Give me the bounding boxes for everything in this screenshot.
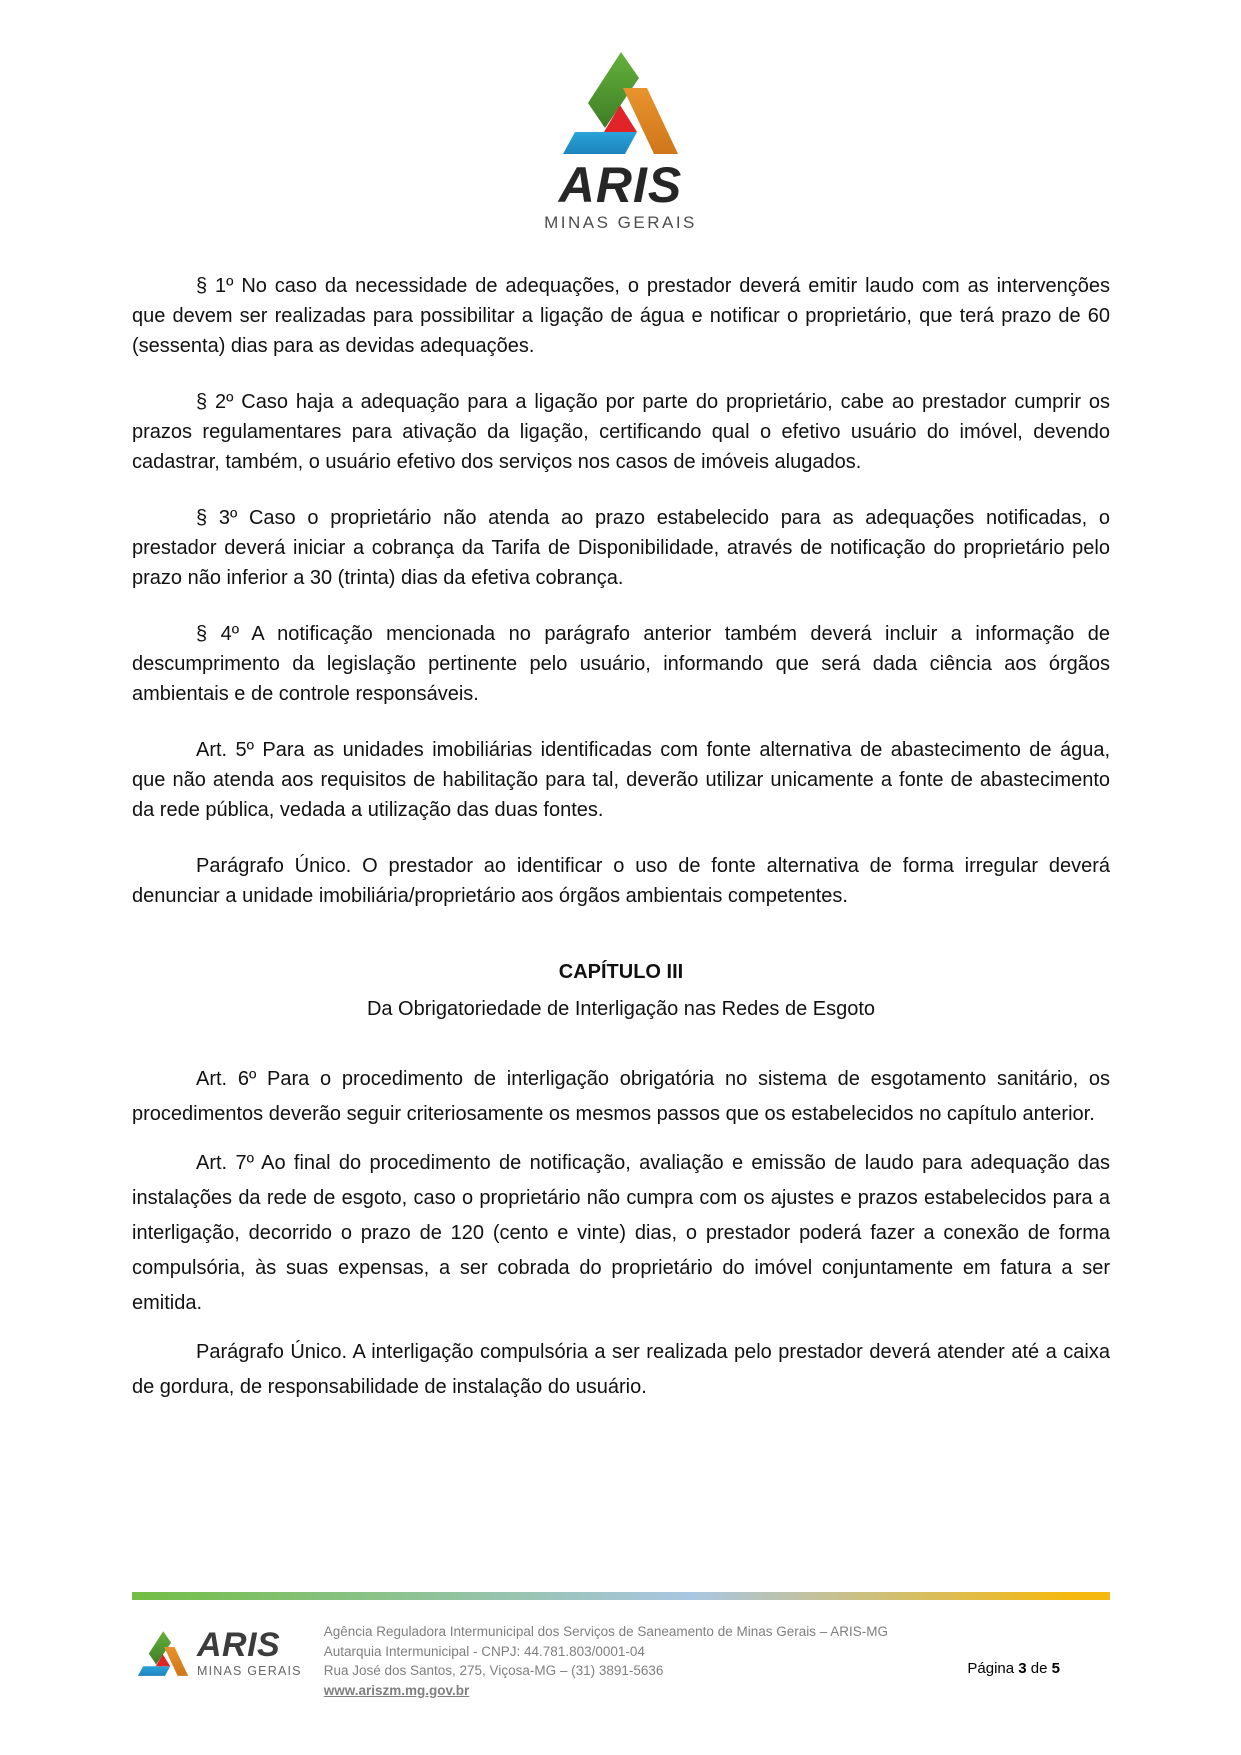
paragraph-2: § 2º Caso haja a adequação para a ligação por parte do proprietário, cabe ao prestador cumprir os prazos regulamentares para ativação da ligação, certificando qual o efetivo usuário do imóvel, devendo cadastrar, também, o usuário efetivo dos serviços nos casos de imóveis alugados. (132, 390, 1110, 473)
paragraph-3: § 3º Caso o proprietário não atenda ao prazo estabelecido para as adequações notificadas, o prestador deverá iniciar a cobrança da Tarifa de Disponibilidade, através de notificação do proprietário pelo prazo não inferior a 30 (trinta) dias da efetiva cobrança. (132, 506, 1110, 589)
logo-subtitle-text: MINAS GERAIS (544, 213, 697, 232)
page-label: Página (967, 1660, 1015, 1677)
document-body (132, 271, 1110, 1405)
footer-website-link[interactable]: www.ariszm.mg.gov.br (323, 1682, 470, 1698)
footer-cnpj-line: Autarquia Intermunicipal - CNPJ: 44.781.803/0001-04 (323, 1643, 645, 1659)
paragraph-9: Parágrafo Único. A interligação compulsória a ser realizada pelo prestador deverá atender até a caixa de gordura, de responsabilidade de instalação do usuário. (132, 1340, 1110, 1398)
footer (137, 1622, 1110, 1700)
paragraph-6: Parágrafo Único. O prestador ao identificar o uso de fonte alternativa de forma irregular deverá denunciar a unidade imobiliária/proprietário aos órgãos ambientais competentes. (132, 854, 1110, 907)
aris-logo-icon (561, 52, 680, 156)
footer-brand-subtitle: MINAS GERAIS (197, 1663, 302, 1678)
footer-logo (137, 1626, 302, 1678)
chapter-subtitle: Da Obrigatoriedade de Interligação nas Redes de Esgoto (366, 997, 876, 1020)
footer-brand-text: ARIS (197, 1626, 281, 1664)
footer-agency-line: Agência Reguladora Intermunicipal dos Serviços de Saneamento de Minas Gerais – ARIS-MG (323, 1624, 888, 1639)
paragraph-7: Art. 6º Para o procedimento de interligação obrigatória no sistema de esgotamento sanitário, os procedimentos deverão seguir criteriosamente os mesmos passos que os estabelecidos no capítulo anterior. (132, 1067, 1110, 1125)
chapter-body (132, 1062, 1110, 1405)
chapter-title: CAPÍTULO III (558, 960, 684, 983)
page-separator: de (1030, 1660, 1048, 1677)
paragraph-8: Art. 7º Ao final do procedimento de notificação, avaliação e emissão de laudo para adequação das instalações da rede de esgoto, caso o proprietário não cumpra com os ajustes e prazos estabelecidos para a interligação, decorrido o prazo de 120 (cento e vinte) dias, o prestador poderá fazer a conexão de forma compulsória, às suas expensas, a ser cobrada do proprietário do imóvel conjuntamente em fatura a ser emitida. (132, 1151, 1110, 1314)
header-logo (0, 0, 1241, 233)
logo-brand-text: ARIS (558, 157, 683, 213)
footer-agency-info (324, 1622, 888, 1700)
footer-gradient-rule (132, 1592, 1110, 1600)
page-number (967, 1660, 1060, 1677)
paragraph-5: Art. 5º Para as unidades imobiliárias identificadas com fonte alternativa de abastecimento de água, que não atenda aos requisitos de habilitação para tal, deverão utilizar unicamente a fonte de abastecimento da rede pública, vedada a utilização das duas fontes. (132, 738, 1110, 821)
aris-logo-icon (137, 1631, 189, 1677)
page-total: 5 (1051, 1660, 1060, 1677)
paragraph-4: § 4º A notificação mencionada no parágrafo anterior também deverá incluir a informação de descumprimento da legislação pertinente pelo usuário, informando que será dada ciência aos órgãos ambientais e de controle responsáveis. (132, 622, 1110, 705)
footer-address-line: Rua José dos Santos, 275, Viçosa-MG – (31) 3891-5636 (323, 1663, 664, 1678)
paragraph-1: § 1º No caso da necessidade de adequações, o prestador deverá emitir laudo com as intervenções que devem ser realizadas para possibilitar a ligação de água e notificar o proprietário, que terá prazo de 60 (sessenta) dias para as devidas adequações. (132, 274, 1110, 357)
page-current: 3 (1018, 1660, 1027, 1677)
